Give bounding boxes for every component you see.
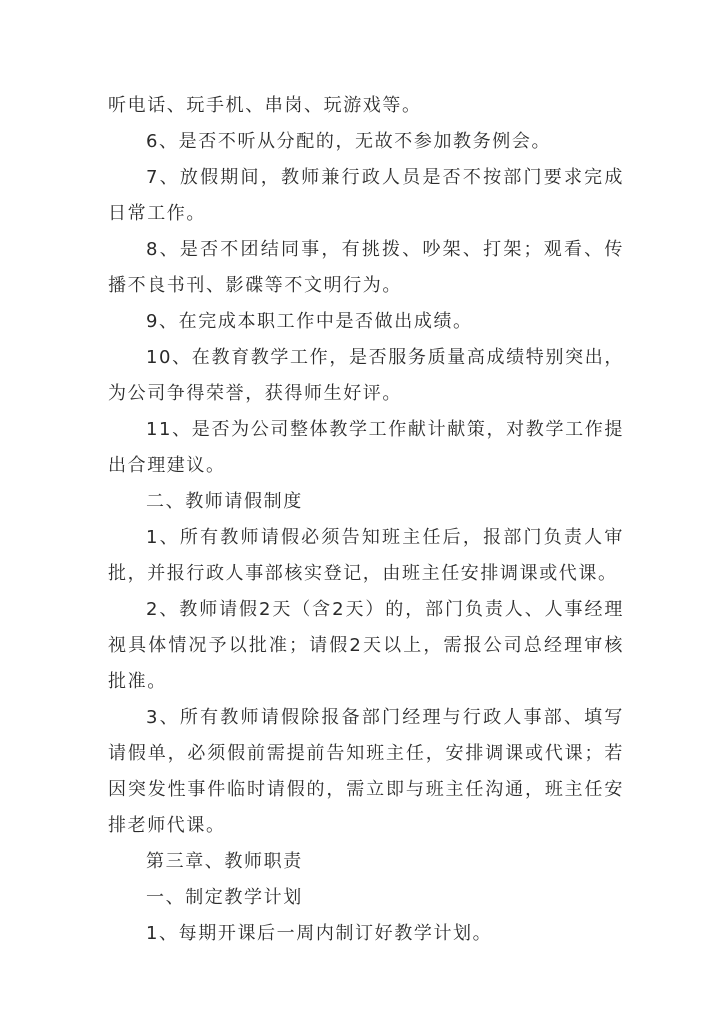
paragraph-continuation: 听电话、玩手机、串岗、玩游戏等。 xyxy=(108,95,422,116)
paragraph-item-6: 6、是否不听从分配的，无故不参加教务例会。 xyxy=(146,131,552,152)
section-heading-leave-policy: 二、教师请假制度 xyxy=(146,491,303,512)
document-body xyxy=(108,88,624,952)
paragraph-leave-2: 2、教师请假2天（含2天）的，部门负责人、人事经理视具体情况予以批准；请假2天以上，需报公司总经理审核批准。 xyxy=(108,599,624,692)
paragraph-item-9: 9、在完成本职工作中是否做出成绩。 xyxy=(146,311,473,332)
paragraph-leave-3: 3、所有教师请假除报备部门经理与行政人事部、填写请假单，必须假前需提前告知班主任，安排调课或代课；若因突发性事件临时请假的，需立即与班主任沟通，班主任安排老师代课。 xyxy=(108,707,624,836)
paragraph-item-10: 10、在教育教学工作，是否服务质量高成绩特别突出，为公司争得荣誉，获得师生好评。 xyxy=(108,347,624,404)
chapter-heading-teacher-duties: 第三章、教师职责 xyxy=(146,851,303,872)
paragraph-plan-1: 1、每期开课后一周内制订好教学计划。 xyxy=(146,923,493,944)
paragraph-leave-1: 1、所有教师请假必须告知班主任后，报部门负责人审批，并报行政人事部核实登记，由班主任安排调课或代课。 xyxy=(108,527,624,584)
paragraph-item-7: 7、放假期间，教师兼行政人员是否不按部门要求完成日常工作。 xyxy=(108,167,624,224)
paragraph-item-8: 8、是否不团结同事，有挑拨、吵架、打架；观看、传播不良书刊、影碟等不文明行为。 xyxy=(108,239,624,296)
section-heading-teaching-plan: 一、制定教学计划 xyxy=(146,887,303,908)
paragraph-item-11: 11、是否为公司整体教学工作献计献策，对教学工作提出合理建议。 xyxy=(108,419,624,476)
